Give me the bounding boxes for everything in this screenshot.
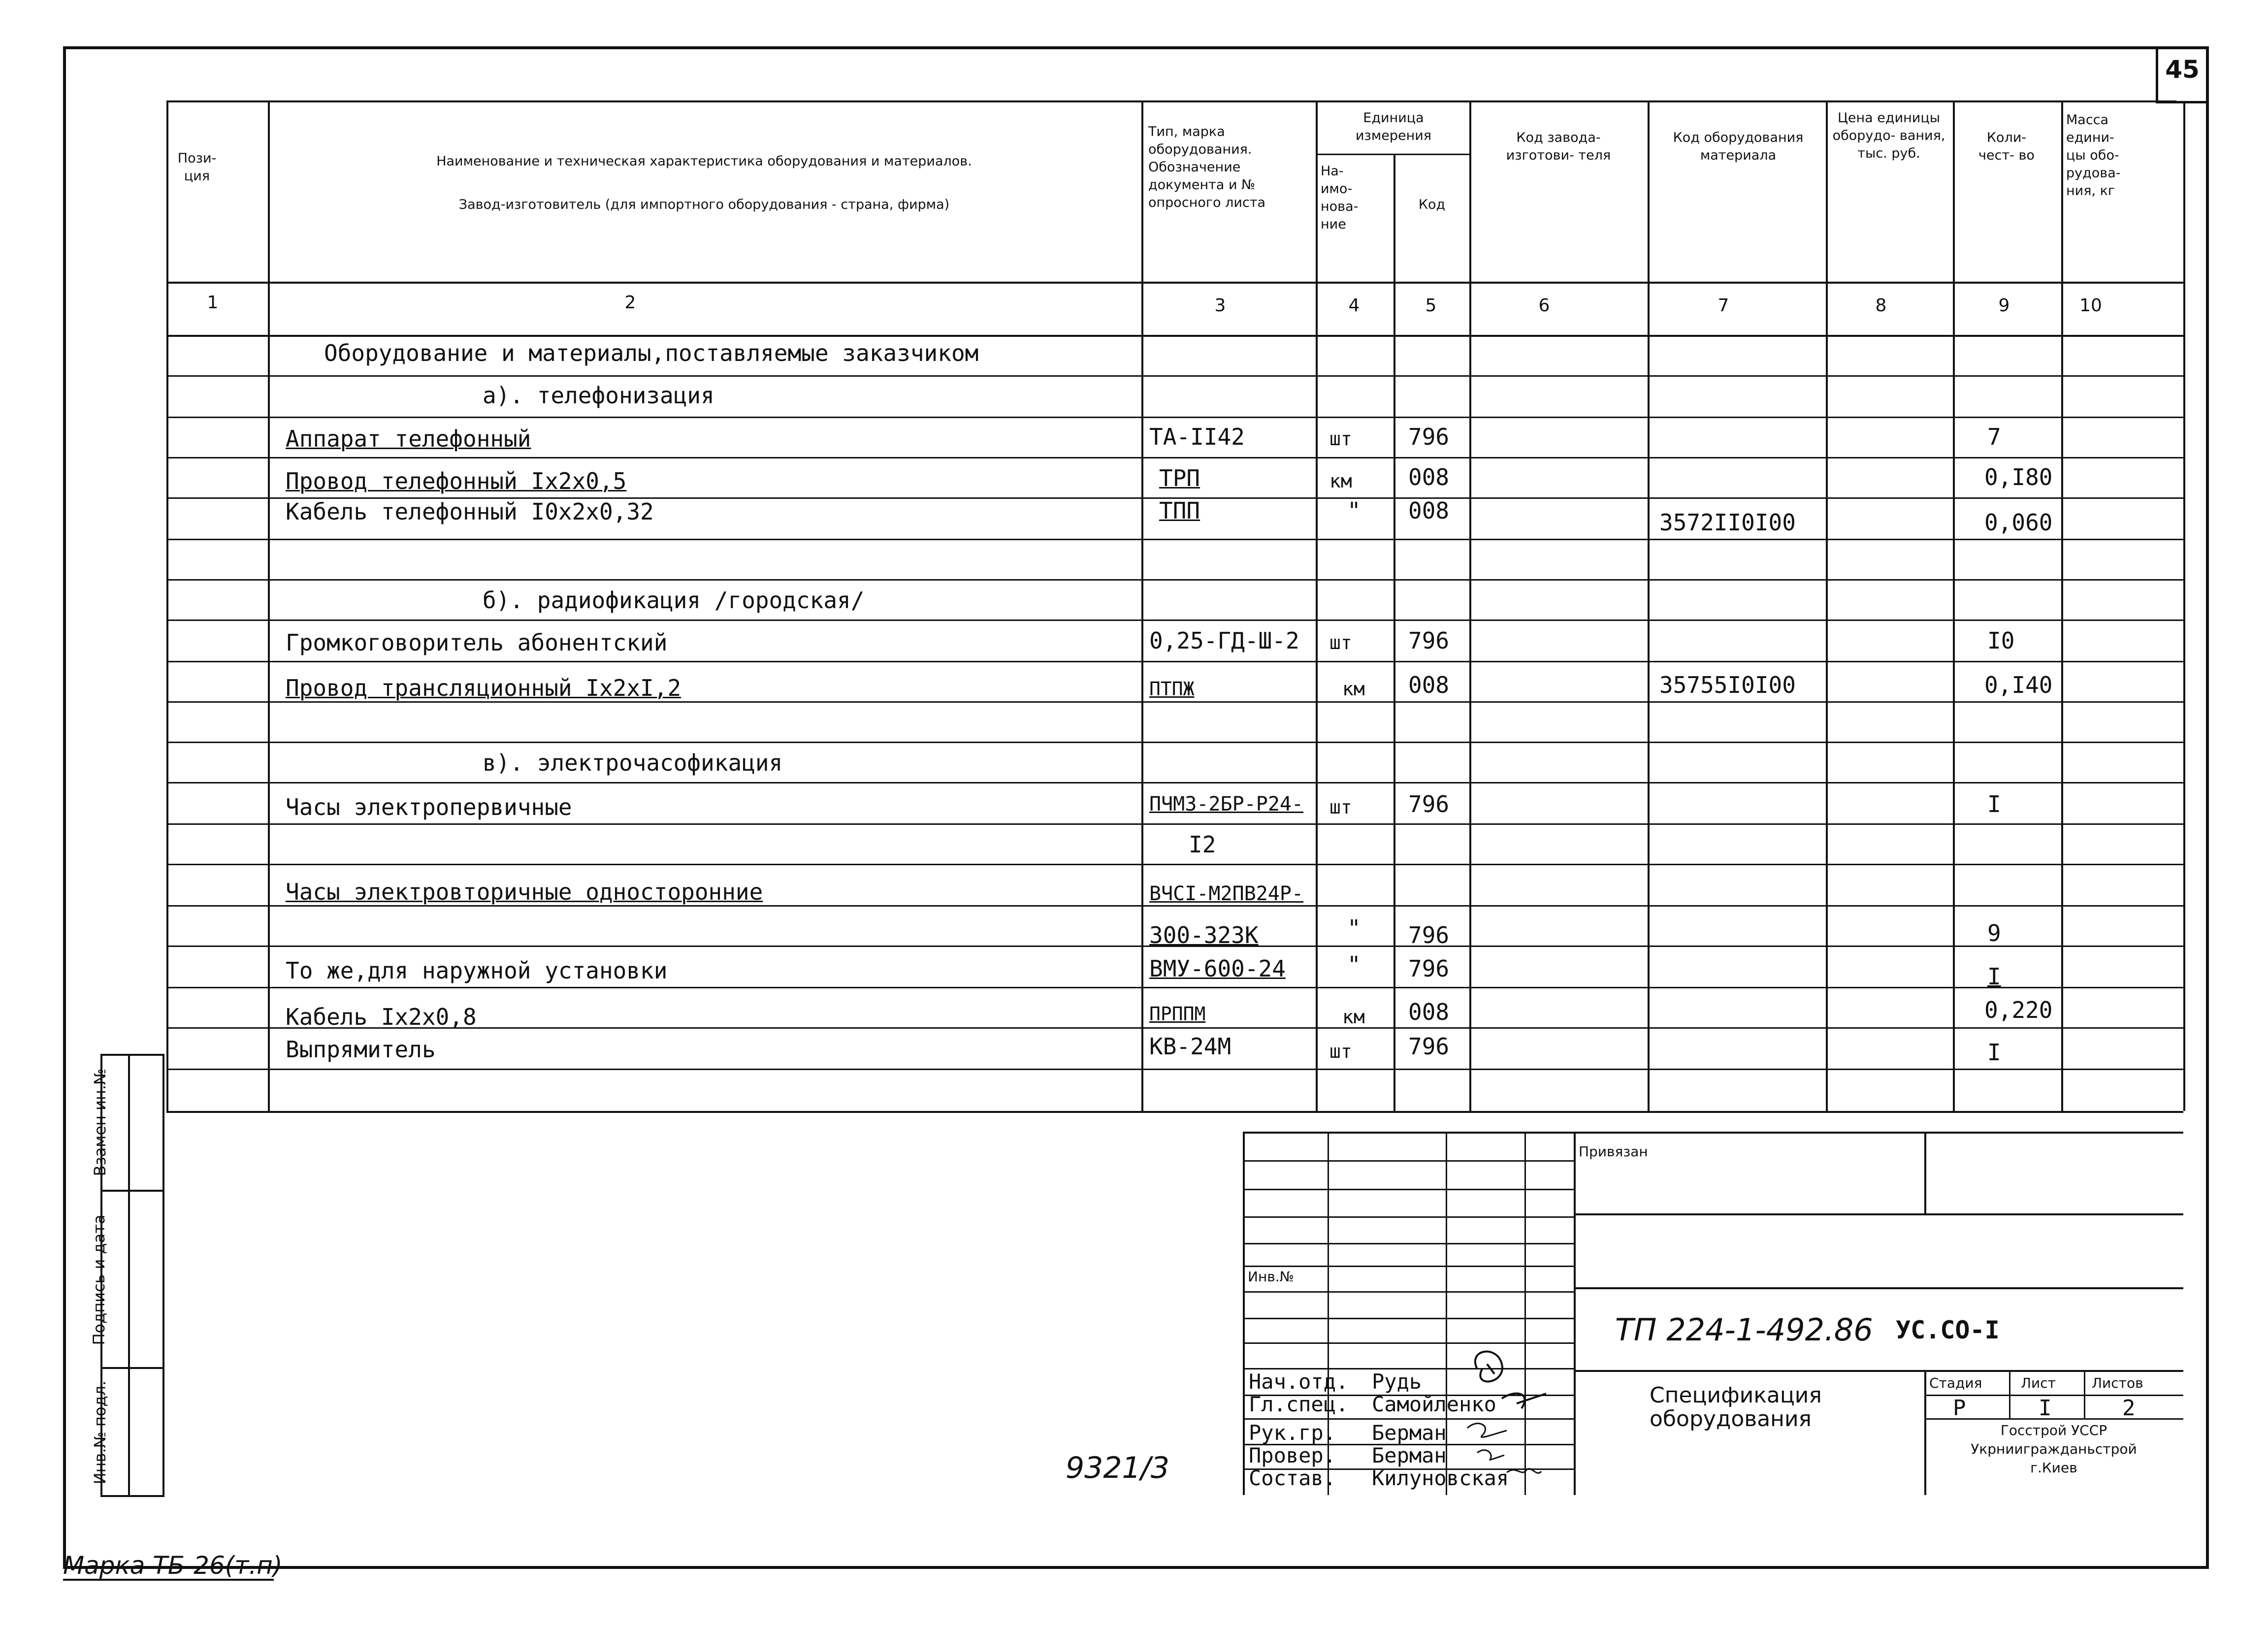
header-type: Тип, марка оборудования. Обозначение документа и № опросного листа [1148,124,1266,210]
row-code: 796 [1408,424,1450,450]
staff-role: Рук.гр. [1249,1421,1336,1445]
org-line2: Укрниигражданьстрой [1971,1441,2137,1457]
header-unit-code: Код [1418,197,1446,212]
staff-role: Гл.спец. [1249,1392,1349,1416]
row-code: 008 [1408,999,1450,1025]
side-signature-label: Подпись и дата [90,1214,108,1345]
row-type: ТРП [1159,465,1200,491]
row-type: ВЧСI-М2ПВ24Р- [1149,882,1304,905]
staff-name: Килуновская [1372,1466,1509,1490]
header-unit-name: На- имо- нова- ние [1321,163,1359,232]
row-qty: I [1987,791,2001,817]
sheets-value: 2 [2122,1396,2136,1421]
header-material-code: Код оборудования материала [1673,130,1804,163]
org-line1: Госстрой УССР [2000,1422,2107,1438]
row-type: КВ-24М [1149,1033,1231,1060]
row-type: 0,25-ГД-Ш-2 [1149,627,1299,654]
colnum-5: 5 [1425,295,1437,316]
row-name: Часы электропервичные [286,794,572,820]
row-code: 008 [1408,464,1450,490]
page-number: 45 [2165,55,2200,84]
header-price: Цена единицы оборудо- вания, тыс. руб. [1832,110,1945,161]
org-line3: г.Киев [2030,1460,2077,1476]
sheet-label: Лист [2021,1375,2056,1391]
row-unit: шт [1329,428,1352,450]
side-replace-label: Взамен ин.№ [91,1068,109,1176]
privyazan-label: Привязан [1579,1143,1648,1160]
row-type: ПТПЖ [1149,678,1195,700]
staff-name: Самойленко [1372,1392,1496,1416]
row-qty: 0,I80 [1984,464,2053,490]
row-type-cont: I2 [1189,831,1216,858]
row-name: Громкоговоритель абонентский [286,629,668,656]
colnum-10: 10 [2079,295,2102,316]
header-mass: Масса едини- цы обо- рудова- ния, кг [2066,112,2121,198]
colnum-4: 4 [1348,295,1360,316]
row-name: Оборудование и материалы,поставляемые заказчиком [324,340,979,366]
row-qty: I [1987,1039,2001,1066]
row-name: То же,для наружной установки [286,957,668,984]
archive-number: 9321/3 [1066,1451,1170,1485]
stage-value: Р [1953,1396,1966,1421]
row-code: 796 [1408,955,1450,982]
row-qty: I0 [1987,627,2015,654]
row-type: ПЧМЗ-2БР-Р24- [1149,793,1304,815]
row-name: в). электрочасофикация [483,749,783,776]
row-type: ТПП [1159,497,1200,524]
header-quantity: Коли- чест- во [1978,130,2035,163]
signatures-drawing [1448,1339,1556,1487]
row-type: ВМУ-600-24 [1149,955,1286,982]
row-type: ТА-II42 [1149,424,1245,450]
staff-role: Провер. [1249,1443,1336,1467]
colnum-2: 2 [624,293,636,313]
row-unit: км [1342,678,1365,700]
colnum-7: 7 [1717,295,1729,316]
header-position: Пози- ция [177,151,217,184]
row-unit: шт [1329,796,1352,818]
row-code: 008 [1408,672,1450,698]
staff-role: Состав. [1249,1466,1336,1490]
row-name: Часы электровторичные односторонние [286,879,763,905]
inv-label: Инв.№ [1248,1269,1294,1285]
row-matcode: 35755I0I00 [1659,672,1796,698]
row-name: Кабель телефонный I0х2х0,32 [286,498,654,525]
row-name: б). радиофикация /городская/ [483,587,865,614]
side-inventory-label: Инв.№ подл. [91,1380,109,1485]
colnum-3: 3 [1214,295,1226,316]
row-code: 796 [1408,791,1450,817]
colnum-9: 9 [1998,295,2010,316]
sheet-value: I [2039,1396,2052,1421]
row-type: ПРППМ [1149,1003,1206,1025]
row-qty: 0,220 [1984,997,2053,1023]
colnum-6: 6 [1538,295,1550,316]
row-unit: " [1347,951,1361,978]
row-name: Выпрямитель [286,1036,436,1063]
row-name: Кабель Iх2х0,8 [286,1004,477,1030]
doc-suffix: УС.СО-I [1896,1316,2000,1344]
staff-role: Нач.отд. [1249,1369,1349,1394]
staff-name: Берман [1372,1421,1447,1445]
row-code: 008 [1408,497,1450,524]
row-unit: " [1347,497,1361,524]
doc-code: ТП 224-1-492.86 [1615,1312,1873,1348]
row-unit: шт [1329,632,1352,653]
row-qty: 7 [1987,424,2001,450]
row-name: Провод трансляционный Iх2хI,2 [286,675,681,701]
header-name-line2: Завод-изготовитель (для импортного оборудования - страна, фирма) [458,197,950,212]
row-name: Аппарат телефонный [286,425,531,452]
row-qty: 0,I40 [1984,672,2053,698]
staff-name: Рудь [1372,1369,1422,1394]
row-qty: 9 [1987,920,2001,946]
marka-underline [63,1579,274,1581]
doc-title-line1: Спецификация [1650,1383,1822,1408]
sheets-label: Листов [2092,1375,2143,1391]
header-factory-code: Код завода- изготови- теля [1506,130,1611,163]
colnum-8: 8 [1875,295,1887,316]
doc-title-line2: оборудования [1650,1406,1812,1432]
header-unit-group: Единица измерения [1355,110,1432,143]
row-code: 796 [1408,627,1450,654]
stage-label: Стадия [1929,1375,1982,1391]
row-unit: шт [1329,1041,1352,1062]
marka-label: Марка ТБ-26(т.п) [63,1551,283,1580]
row-unit: км [1329,470,1352,492]
staff-name: Берман [1372,1443,1447,1467]
row-code: 796 [1408,1033,1450,1060]
row-type-cont: 300-323К [1149,922,1259,948]
colnum-1: 1 [207,293,219,313]
header-name-line1: Наименование и техническая характеристика оборудования и материалов. [436,154,972,169]
row-unit: " [1347,915,1361,942]
row-name: Провод телефонный Iх2х0,5 [286,468,627,494]
row-unit: км [1342,1006,1365,1028]
row-name: а). телефонизация [483,382,714,409]
row-matcode: 3572II0I00 [1659,509,1796,536]
row-qty: I [1987,963,2001,990]
row-code: 796 [1408,922,1450,948]
row-qty: 0,060 [1984,509,2053,536]
